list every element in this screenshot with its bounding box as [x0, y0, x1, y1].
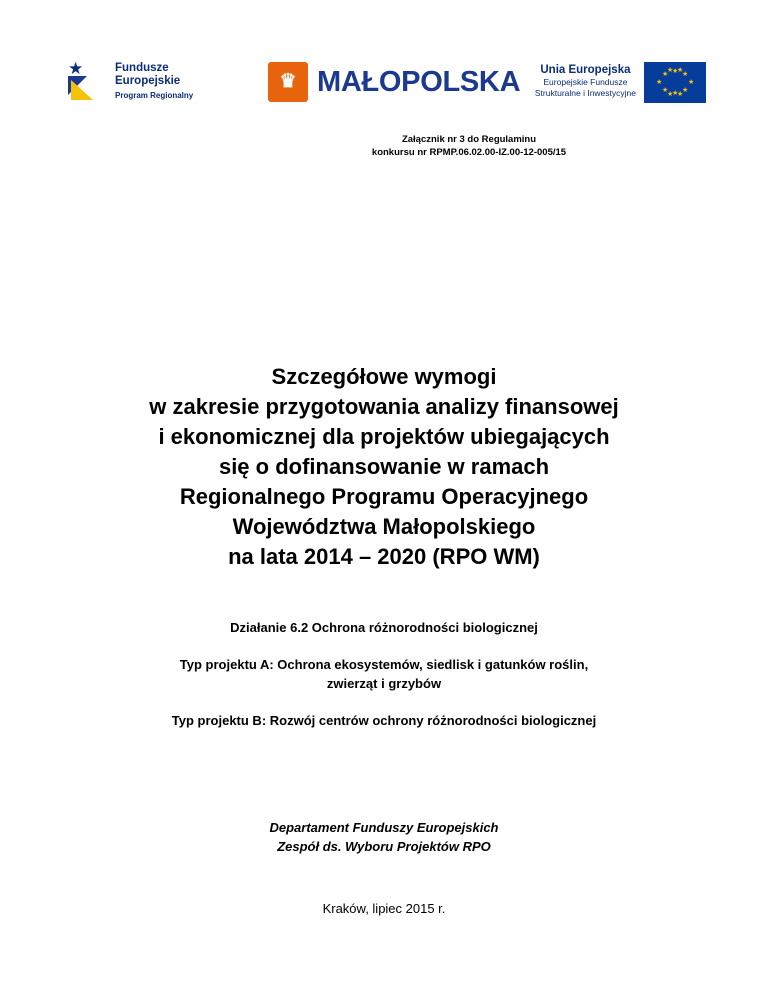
subtitle-typ-a-line-2: zwierząt i grzybów [326, 676, 442, 691]
title-line: w zakresie przygotowania analizy finansowej [149, 394, 619, 419]
title-line: Województwa Małopolskiego [232, 514, 536, 539]
fundusze-europejskie-wordmark [115, 60, 193, 101]
ue-line-2: Europejskie Fundusze [543, 77, 628, 87]
subtitle-typ-a-line-1: Typ projektu A: Ochrona ekosystemów, siedlisk i gatunków roślin, [179, 657, 589, 672]
fe-line-2: Europejskie [115, 74, 181, 87]
title-line: Regionalnego Programu Operacyjnego [179, 484, 589, 509]
eu-flag-star: ★ [688, 79, 695, 86]
title-line: na lata 2014 – 2020 (RPO WM) [228, 544, 540, 569]
malopolska-wordmark: MAŁOPOLSKA [317, 65, 521, 98]
eu-flag-star: ★ [677, 67, 684, 74]
annex-line-2: konkursu nr RPMP.06.02.00-IZ.00-12-005/15 [371, 147, 567, 158]
spacer [0, 693, 768, 711]
title-line: i ekonomicznej dla projektów ubiegających [158, 424, 610, 449]
eu-flag-icon [644, 62, 706, 103]
eu-flag-star: ★ [667, 67, 674, 74]
eu-flag-star: ★ [662, 71, 669, 78]
eu-flag-star: ★ [672, 90, 679, 97]
logo-strip [0, 58, 768, 120]
subtitle-typ-b: Typ projektu B: Rozwój centrów ochrony różnorodności biologicznej [171, 713, 597, 728]
malopolska-logo [268, 62, 520, 102]
eu-flag-star: ★ [682, 71, 689, 78]
eu-flag-star: ★ [667, 91, 674, 98]
department-line-1: Departament Funduszy Europejskich [269, 820, 499, 835]
crown-glyph: ♛ [279, 71, 297, 92]
subtitle-block [0, 618, 768, 730]
department-block [0, 818, 768, 856]
title-line: się o dofinansowanie w ramach [218, 454, 550, 479]
star-icon: ★ [68, 59, 84, 78]
fundusze-europejskie-icon [68, 60, 108, 104]
annex-line-1: Załącznik nr 3 do Regulaminu [401, 134, 537, 145]
place-and-date: Kraków, lipiec 2015 r. [322, 901, 446, 916]
ue-line-3: Strukturalne i Inwestycyjne [534, 88, 636, 98]
yellow-triangle-shape [71, 80, 93, 100]
eu-flag-star: ★ [656, 79, 663, 86]
page-title [0, 362, 768, 572]
department-line-2: Zespół ds. Wyboru Projektów RPO [277, 839, 491, 854]
fe-line-3: Program Regionalny [115, 91, 194, 100]
subtitle-dzialanie: Działanie 6.2 Ochrona różnorodności biologicznej [230, 620, 538, 635]
eu-flag-star: ★ [677, 91, 684, 98]
spacer [0, 637, 768, 655]
title-line: Szczegółowe wymogi [271, 364, 497, 389]
eu-flag-star: ★ [682, 87, 689, 94]
eu-flag-star: ★ [672, 68, 679, 75]
malopolska-crown-icon [268, 62, 308, 102]
ue-line-1: Unia Europejska [540, 64, 631, 76]
fe-line-1: Fundusze [115, 62, 169, 74]
unia-europejska-wordmark [535, 62, 636, 99]
eu-flag-star: ★ [662, 87, 669, 94]
annex-reference [0, 133, 768, 159]
unia-europejska-logo [535, 62, 706, 103]
fundusze-europejskie-logo [68, 60, 193, 104]
